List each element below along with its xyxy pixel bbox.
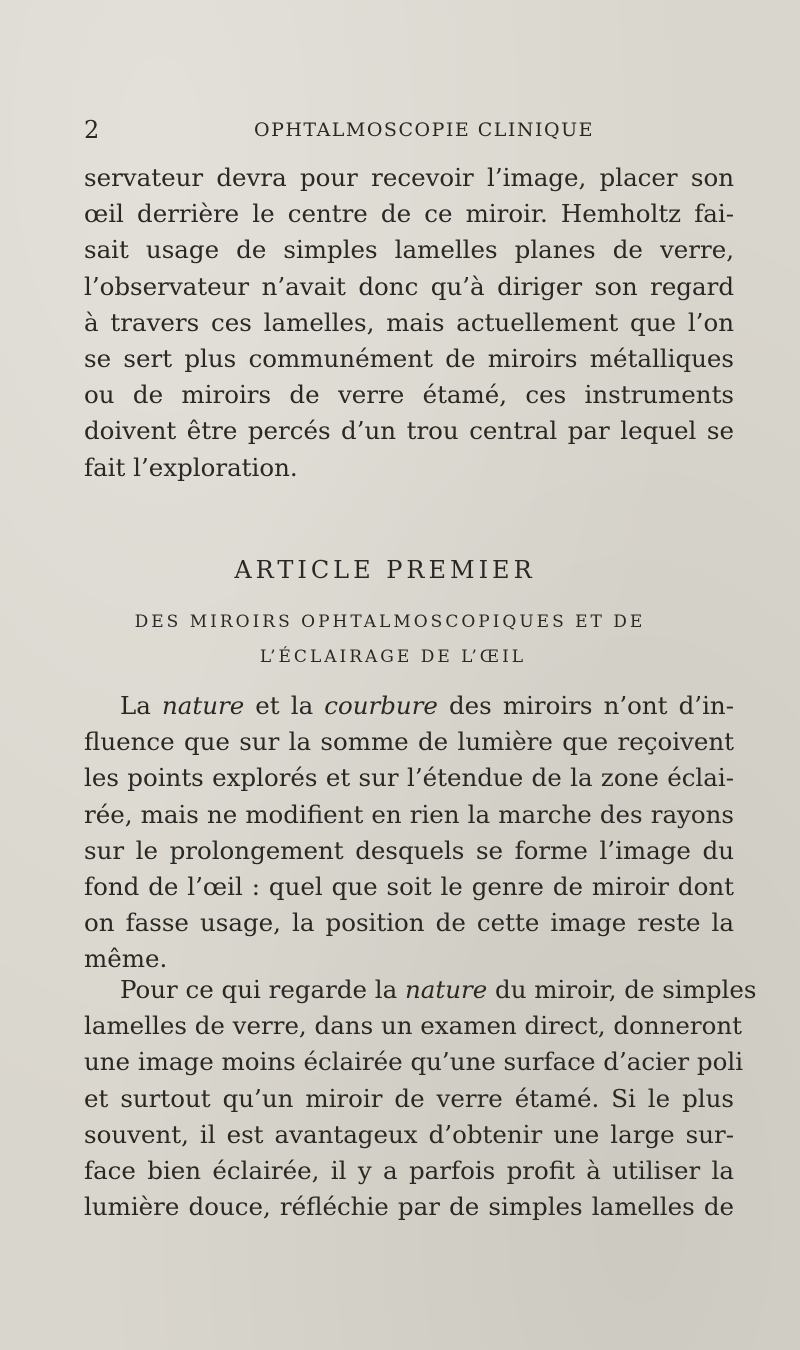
paragraph-3 xyxy=(84,972,757,1225)
text-line: et surtout qu’un miroir de verre étamé. Si le plus xyxy=(84,1083,734,1113)
text-fragment: La xyxy=(120,691,162,720)
text-line: fait l’exploration. xyxy=(84,452,298,482)
emphasis-courbure: courbure xyxy=(324,691,438,720)
text-line: se sert plus communément de miroirs métalliques xyxy=(84,344,734,374)
text-fragment: Pour ce qui regarde la xyxy=(120,975,406,1004)
text-line: sur le prolongement desquels se forme l’image du xyxy=(84,835,734,865)
text-line-first xyxy=(84,972,757,1008)
running-title: OPHTALMOSCOPIE CLINIQUE xyxy=(254,119,595,141)
text-line: à travers ces lamelles, mais actuellement que l’on xyxy=(84,307,734,337)
section-title-continued: L’ÉCLAIRAGE DE L’ŒIL xyxy=(259,647,527,667)
text-line: une image moins éclairée qu’une surface d’acier poli xyxy=(84,1047,744,1077)
text-line: on fasse usage, la position de cette image reste la xyxy=(84,908,734,938)
text-line: souvent, il est avantageux d’obtenir une large sur- xyxy=(84,1119,734,1149)
emphasis-nature: nature xyxy=(405,975,488,1004)
text-line: les points explorés et sur l’étendue de la zone éclai- xyxy=(84,763,734,793)
page-number: 2 xyxy=(84,116,101,144)
text-line: l’observateur n’avait donc qu’à diriger son regard xyxy=(84,271,734,301)
text-line: sait usage de simples lamelles planes de verre, xyxy=(84,235,734,265)
text-line: fond de l’œil : quel que soit le genre de miroir dont xyxy=(84,872,734,902)
text-line: face bien éclairée, il y a parfois profit à utiliser la xyxy=(84,1156,734,1186)
text-line: lamelles de verre, dans un examen direct, donneront xyxy=(84,1011,742,1041)
text-line: fluence que sur la somme de lumière que reçoivent xyxy=(84,727,734,757)
text-line-first xyxy=(84,688,734,724)
section-title: DES MIROIRS OPHTALMOSCOPIQUES ET DE xyxy=(134,612,646,632)
paragraph-2 xyxy=(84,688,734,978)
text-fragment: et la xyxy=(244,691,325,720)
article-title: ARTICLE PREMIER xyxy=(234,556,536,584)
text-line: ou de miroirs de verre étamé, ces instruments xyxy=(84,380,734,410)
text-line: œil derrière le centre de ce miroir. Hemholtz fai- xyxy=(84,199,734,229)
emphasis-nature: nature xyxy=(161,691,245,720)
page-header xyxy=(84,116,724,152)
text-fragment: des miroirs n’ont d’in- xyxy=(437,691,734,720)
text-line: rée, mais ne modifient en rien la marche des rayons xyxy=(84,799,734,829)
paragraph-1 xyxy=(84,160,734,486)
text-line: lumière douce, réfléchie par de simples lamelles de xyxy=(84,1192,734,1222)
text-line: servateur devra pour recevoir l’image, placer son xyxy=(84,163,734,192)
text-line: même. xyxy=(84,944,168,974)
text-fragment: du miroir, de simples xyxy=(487,975,757,1004)
text-line: doivent être percés d’un trou central par lequel se xyxy=(84,416,734,446)
